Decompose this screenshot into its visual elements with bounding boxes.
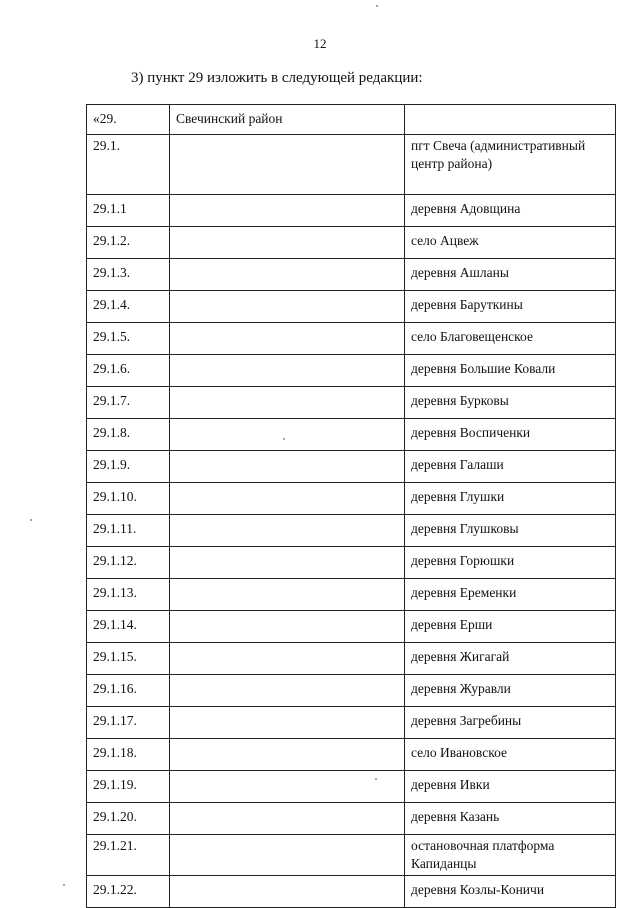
scan-speck: [283, 438, 285, 440]
row-empty-cell: [170, 803, 405, 835]
table-row: [87, 675, 616, 707]
row-empty-cell: [170, 835, 405, 876]
row-empty-cell: [170, 771, 405, 803]
row-empty-cell: [170, 579, 405, 611]
table-row: [87, 611, 616, 643]
table-row: [87, 803, 616, 835]
row-number-cell: 29.1.9.: [87, 451, 170, 483]
row-empty-cell: [170, 195, 405, 227]
row-number-cell: 29.1.2.: [87, 227, 170, 259]
row-number-cell: 29.1.17.: [87, 707, 170, 739]
table-row: [87, 451, 616, 483]
row-number-cell: 29.1.15.: [87, 643, 170, 675]
row-name-cell: деревня Ивки: [405, 771, 616, 803]
settlements-table: [86, 104, 616, 908]
row-name-cell: деревня Бурковы: [405, 387, 616, 419]
row-name-cell: деревня Горюшки: [405, 547, 616, 579]
row-name-cell: деревня Баруткины: [405, 291, 616, 323]
header-number-cell: «29.: [87, 105, 170, 135]
row-name-cell: село Благовещенское: [405, 323, 616, 355]
row-name-cell: деревня Загребины: [405, 707, 616, 739]
row-name-cell: деревня Ерши: [405, 611, 616, 643]
row-empty-cell: [170, 419, 405, 451]
table-row: [87, 323, 616, 355]
scan-speck: [30, 519, 32, 521]
row-empty-cell: [170, 876, 405, 908]
row-number-cell: 29.1.22.: [87, 876, 170, 908]
row-name-cell: деревня Глушковы: [405, 515, 616, 547]
row-empty-cell: [170, 707, 405, 739]
row-empty-cell: [170, 135, 405, 195]
table-row: [87, 771, 616, 803]
row-number-cell: 29.1.7.: [87, 387, 170, 419]
intro-text: 3) пункт 29 изложить в следующей редакции:: [131, 70, 423, 86]
row-name-cell: село Ацвеж: [405, 227, 616, 259]
table-row: [87, 707, 616, 739]
row-name-cell: деревня Козлы-Коничи: [405, 876, 616, 908]
row-number-cell: 29.1.6.: [87, 355, 170, 387]
table-row: [87, 195, 616, 227]
table-body: [87, 105, 616, 908]
table-row: [87, 876, 616, 908]
row-name-cell: деревня Воспиченки: [405, 419, 616, 451]
row-empty-cell: [170, 387, 405, 419]
header-district-cell: Свечинский район: [170, 105, 405, 135]
row-name-cell: деревня Адовщина: [405, 195, 616, 227]
row-number-cell: 29.1.11.: [87, 515, 170, 547]
page-number: 12: [313, 36, 327, 51]
row-empty-cell: [170, 451, 405, 483]
table-row: [87, 547, 616, 579]
table-row: [87, 259, 616, 291]
table-header-row: [87, 105, 616, 135]
table-row: [87, 515, 616, 547]
row-number-cell: 29.1.8.: [87, 419, 170, 451]
row-empty-cell: [170, 323, 405, 355]
row-name-cell: деревня Еременки: [405, 579, 616, 611]
row-empty-cell: [170, 739, 405, 771]
row-number-cell: 29.1.16.: [87, 675, 170, 707]
row-number-cell: 29.1.20.: [87, 803, 170, 835]
table-row: [87, 227, 616, 259]
scan-speck: [376, 5, 378, 7]
table-row: [87, 739, 616, 771]
row-number-cell: 29.1.3.: [87, 259, 170, 291]
row-number-cell: 29.1.4.: [87, 291, 170, 323]
header-name-cell: [405, 105, 616, 135]
row-number-cell: 29.1.18.: [87, 739, 170, 771]
row-empty-cell: [170, 515, 405, 547]
row-name-cell: пгт Свеча (административный центр района): [405, 135, 616, 195]
table-row: [87, 135, 616, 195]
row-number-cell: 29.1.19.: [87, 771, 170, 803]
row-empty-cell: [170, 355, 405, 387]
row-empty-cell: [170, 611, 405, 643]
row-name-cell: деревня Ашланы: [405, 259, 616, 291]
row-empty-cell: [170, 227, 405, 259]
row-name-cell: деревня Галаши: [405, 451, 616, 483]
table-row: [87, 835, 616, 876]
row-name-cell: деревня Большие Ковали: [405, 355, 616, 387]
row-number-cell: 29.1.12.: [87, 547, 170, 579]
table-row: [87, 387, 616, 419]
table-row: [87, 291, 616, 323]
row-empty-cell: [170, 675, 405, 707]
row-empty-cell: [170, 483, 405, 515]
row-number-cell: 29.1.14.: [87, 611, 170, 643]
row-empty-cell: [170, 547, 405, 579]
row-name-cell: деревня Казань: [405, 803, 616, 835]
table-row: [87, 643, 616, 675]
row-number-cell: 29.1.: [87, 135, 170, 195]
row-number-cell: 29.1.13.: [87, 579, 170, 611]
scan-speck: [375, 778, 377, 780]
row-empty-cell: [170, 259, 405, 291]
row-name-cell: деревня Журавли: [405, 675, 616, 707]
row-name-cell: село Ивановское: [405, 739, 616, 771]
table-row: [87, 483, 616, 515]
row-number-cell: 29.1.21.: [87, 835, 170, 876]
row-number-cell: 29.1.5.: [87, 323, 170, 355]
table-row: [87, 355, 616, 387]
row-name-cell: деревня Глушки: [405, 483, 616, 515]
row-name-cell: остановочная платформа Капиданцы: [405, 835, 616, 876]
row-name-cell: деревня Жигагай: [405, 643, 616, 675]
table-row: [87, 579, 616, 611]
row-number-cell: 29.1.1: [87, 195, 170, 227]
scan-speck: [63, 884, 65, 886]
table-row: [87, 419, 616, 451]
row-number-cell: 29.1.10.: [87, 483, 170, 515]
row-empty-cell: [170, 291, 405, 323]
row-empty-cell: [170, 643, 405, 675]
